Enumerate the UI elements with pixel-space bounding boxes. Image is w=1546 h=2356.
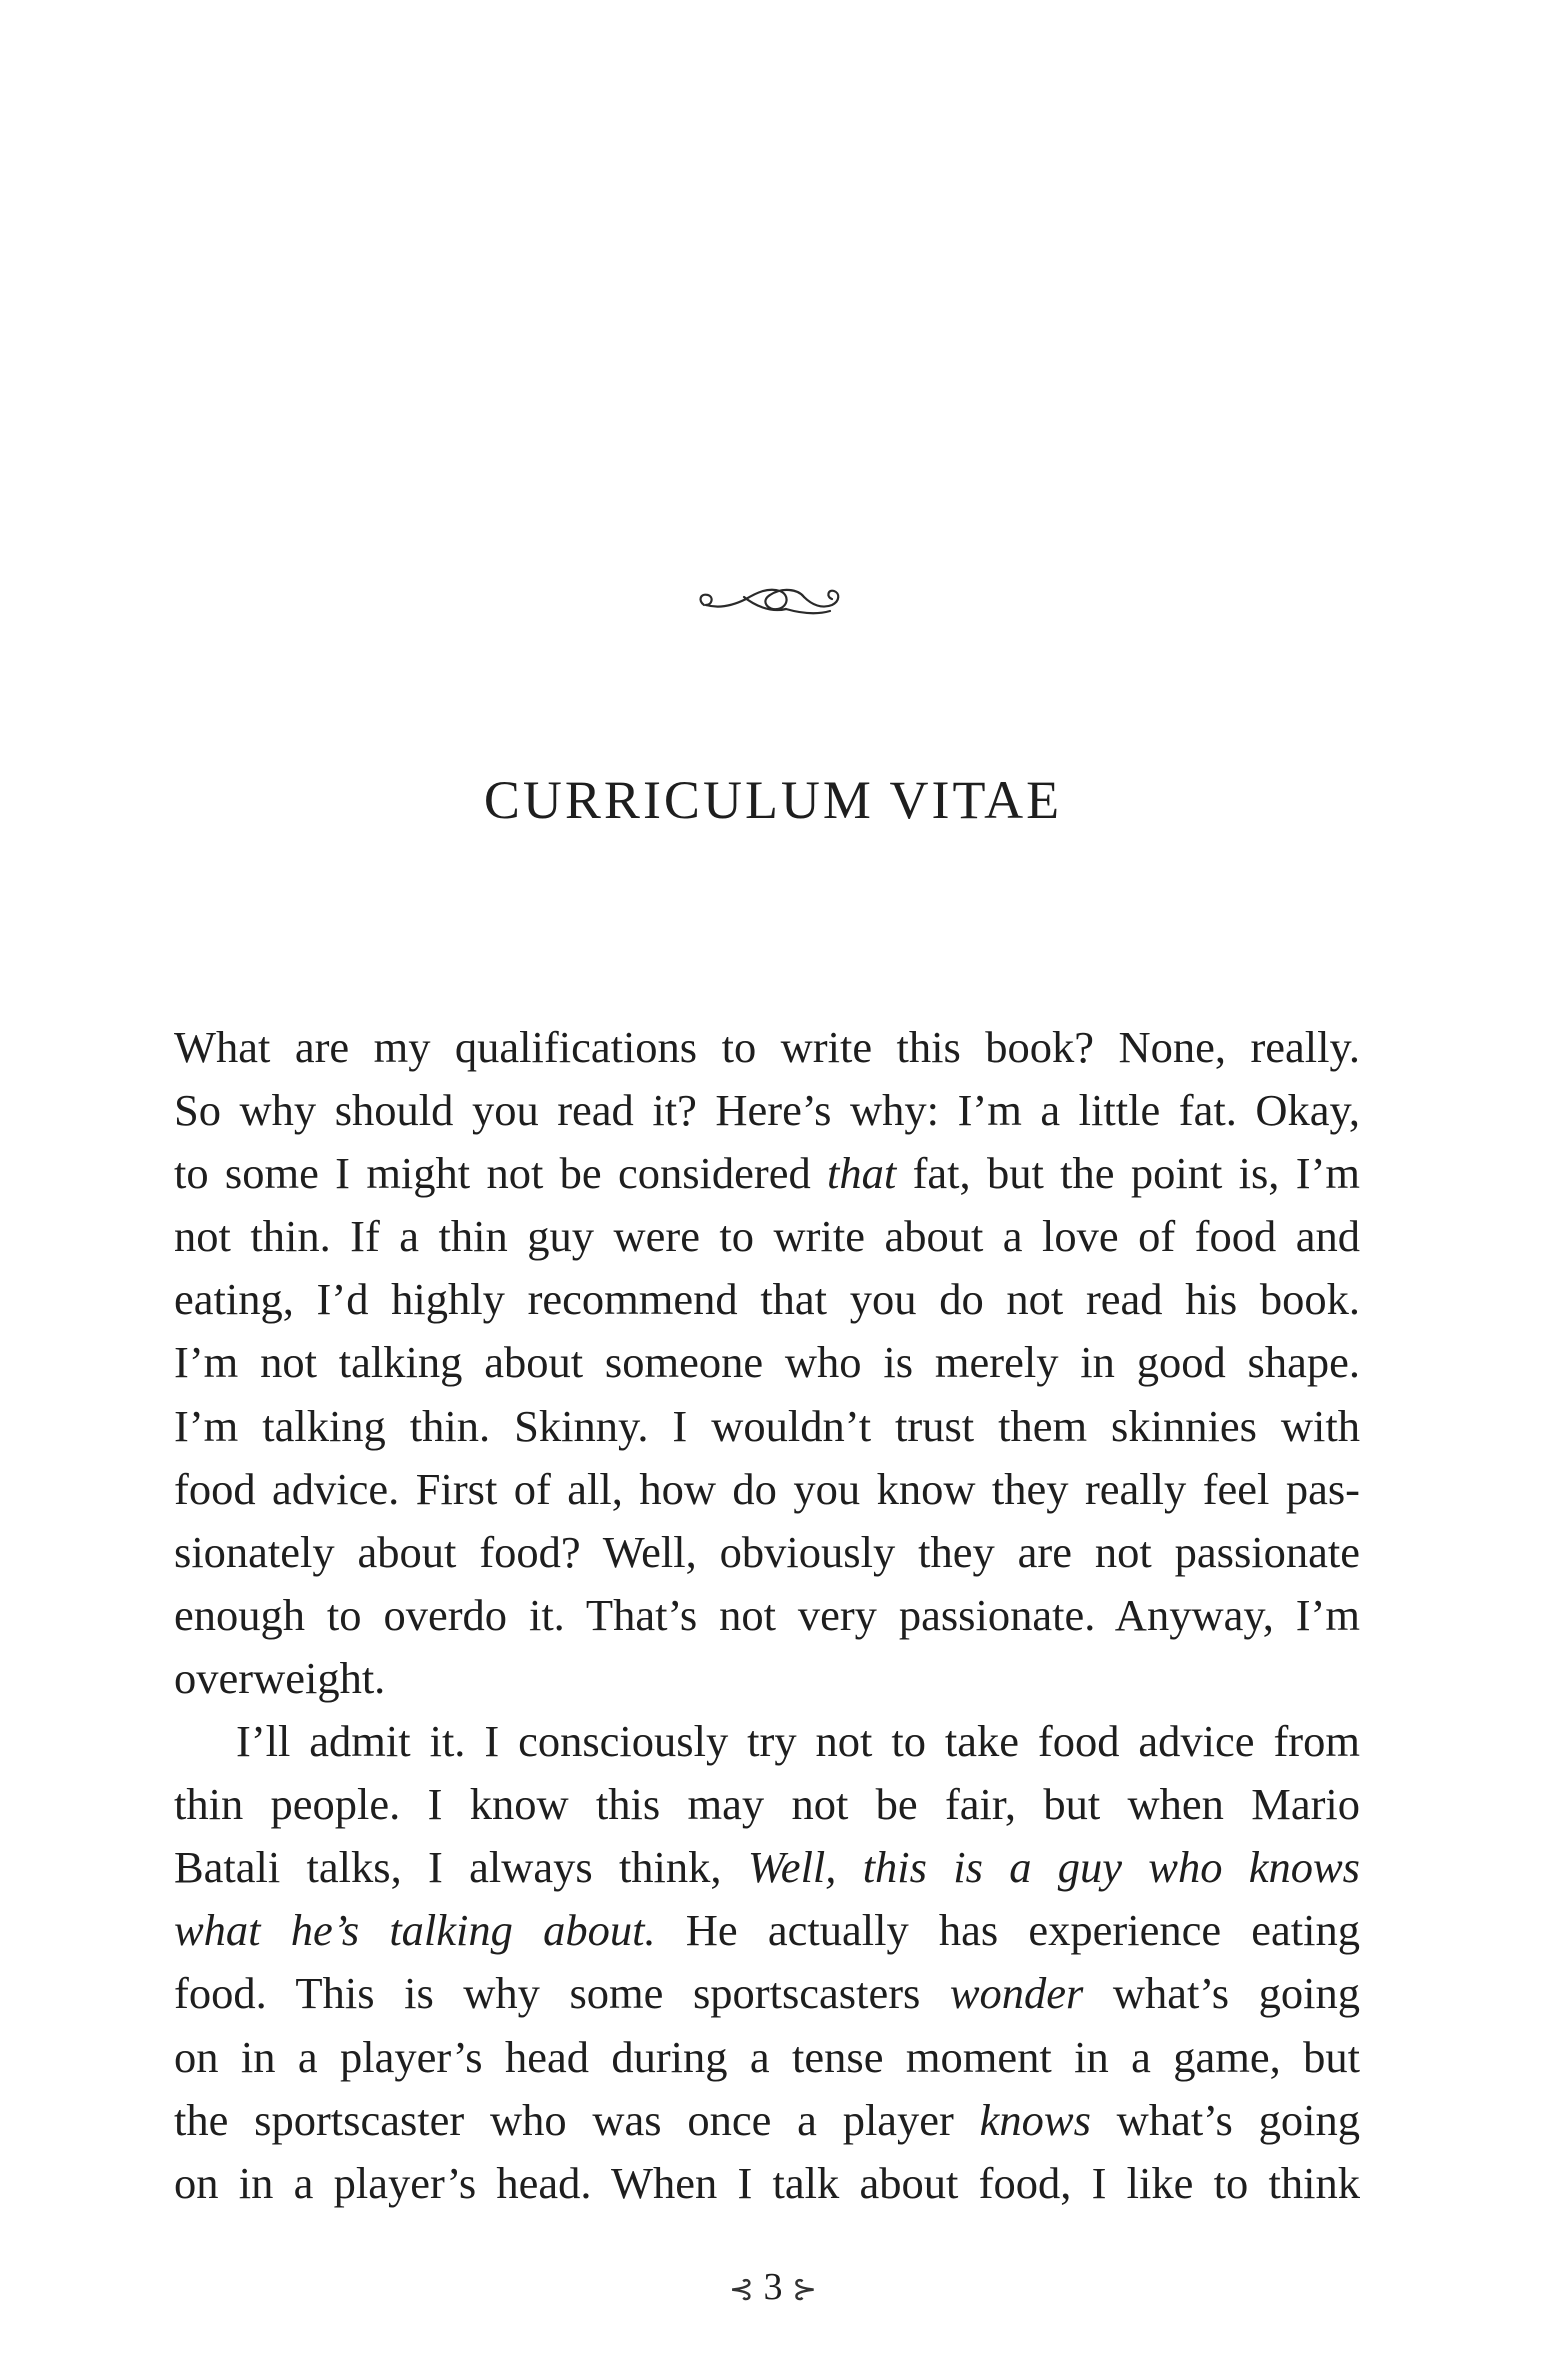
italic-text: knows — [979, 2094, 1091, 2145]
flourish-ornament-icon — [690, 575, 862, 625]
text-segment: fat, but the point is, I’m — [896, 1148, 1360, 1199]
text-line — [174, 1647, 1360, 1710]
text-line — [174, 1836, 1360, 1899]
text-segment: What are my qualifications to write this book? None, really. — [174, 1022, 1360, 1072]
body-text — [174, 1016, 1360, 2215]
text-segment: what’s going — [1083, 1968, 1360, 2019]
text-segment: I’m talking thin. Skinny. I wouldn’t trust them skinnies with — [174, 1400, 1360, 1451]
text-line — [174, 1205, 1360, 1268]
italic-text: wonder — [949, 1968, 1084, 2019]
text-segment: on in a player’s head during a tense moment in a game, but — [174, 2031, 1360, 2082]
text-segment: Batali talks, I always think, — [174, 1842, 748, 1893]
text-line — [174, 1899, 1360, 1962]
page-number — [0, 2262, 1546, 2315]
text-line — [174, 1962, 1360, 2025]
text-line — [174, 2152, 1360, 2215]
text-line — [174, 1268, 1360, 1331]
text-line — [174, 2089, 1360, 2152]
text-segment: So why should you read it? Here’s why: I’m a little fat. Okay, — [174, 1085, 1360, 1136]
text-line — [174, 1142, 1360, 1205]
text-line — [174, 1016, 1360, 1079]
text-segment: overweight. — [174, 1652, 386, 1703]
text-segment: food. This is why some sportscasters — [174, 1968, 950, 2019]
text-segment: I’ll admit it. I consciously try not to take food advice from — [236, 1716, 1360, 1767]
text-line — [174, 1710, 1360, 1773]
text-segment: food advice. First of all, how do you know they really feel pas- — [174, 1463, 1360, 1514]
text-segment: enough to overdo it. That’s not very passionate. Anyway, I’m — [174, 1589, 1360, 1640]
text-line — [174, 1079, 1360, 1142]
folio-left-bracket: ⊰ — [728, 2273, 754, 2306]
text-segment: He actually has experience eating — [655, 1905, 1360, 1956]
text-line — [174, 1395, 1360, 1458]
text-line — [174, 1773, 1360, 1836]
text-segment: I’m not talking about someone who is merely in good shape. — [174, 1337, 1360, 1388]
text-line — [174, 1458, 1360, 1521]
text-segment: what’s going — [1090, 2094, 1361, 2145]
italic-text: that — [827, 1148, 897, 1199]
italic-text: Well, this is a guy who knows — [747, 1842, 1360, 1893]
chapter-title: CURRICULUM VITAE — [483, 770, 1063, 830]
text-line — [174, 2026, 1360, 2089]
folio-right-bracket: ⊱ — [792, 2273, 818, 2306]
italic-text: what he’s talking about. — [174, 1905, 656, 1956]
page-number-value: 3 — [763, 2266, 783, 2308]
text-line — [174, 1521, 1360, 1584]
text-segment: thin people. I know this may not be fair, but when Mario — [174, 1779, 1360, 1830]
text-segment: to some I might not be considered — [174, 1148, 828, 1199]
text-line — [174, 1584, 1360, 1647]
text-segment: not thin. If a thin guy were to write about a love of food and — [174, 1211, 1360, 1262]
text-segment: on in a player’s head. When I talk about food, I like to think — [174, 2157, 1360, 2208]
text-segment: sionately about food? Well, obviously they are not passionate — [174, 1526, 1360, 1577]
text-segment: the sportscaster who was once a player — [174, 2094, 980, 2145]
text-line — [174, 1331, 1360, 1394]
text-segment: eating, I’d highly recommend that you do not read his book. — [174, 1274, 1360, 1325]
